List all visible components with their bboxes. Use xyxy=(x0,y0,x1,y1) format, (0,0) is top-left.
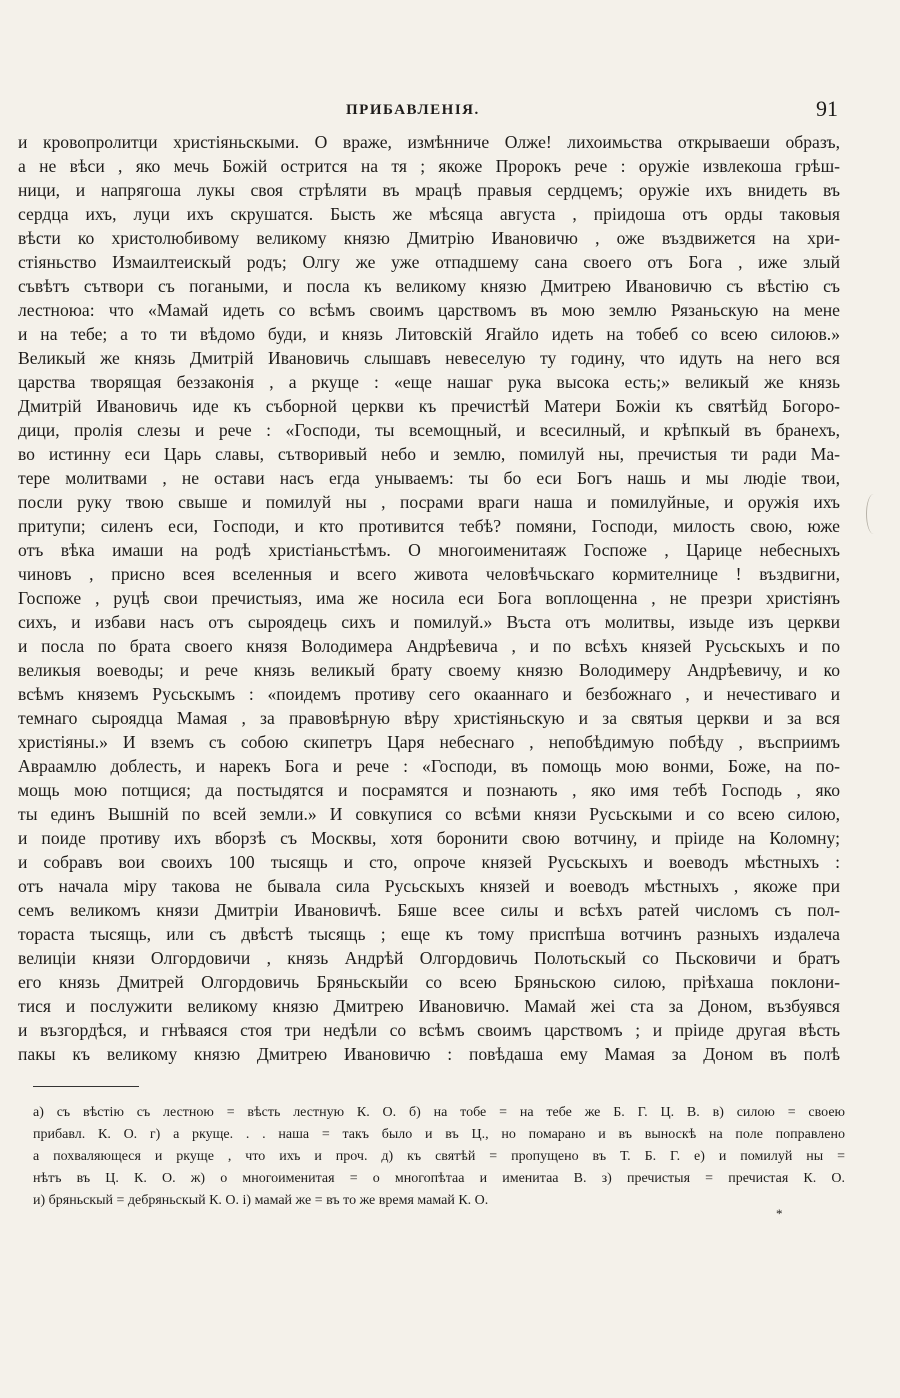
text-line: и на тебе; а то ти вѣдомо буди, и князь Литовскiй Ягайло идеть на тобеб со всею силоюв.» xyxy=(18,324,840,344)
text-line: тере молитвами , не остави насъ егда унываемъ: ты бо еси Богъ нашь и мы людiе твои, xyxy=(18,468,840,488)
text-line: всѣмъ княземъ Русьскымъ : «поидемъ противу сего окааннаго и безбожнаго , и нечестиваго и xyxy=(18,684,840,704)
footnote-line: а) съ вѣстiю съ лестною = вѣсть лестную К. О. б) на тобе = на тебе же Б. Г. Ц. В. в) силою = своею xyxy=(33,1105,845,1120)
footnote-line: а похваляющеся и ркуще , что ихъ и проч. д) къ святѣй = пропущено въ Т. Б. Г. е) и помилуй ны = xyxy=(33,1149,845,1164)
text-line: и кровопролитци христiяньскыми. О враже, измѣнниче Олже! лихоимьства открываеши образъ, xyxy=(18,132,840,152)
margin-bracket-mark xyxy=(866,494,881,534)
footnote-line: прибавл. К. О. г) а ркуще. . . наша = такъ было и въ Ц., но помарано и въ выноскѣ на поле поправлено xyxy=(33,1127,845,1142)
text-line: а не вѣси , яко мечь Божiй острится на тя ; якоже Пророкъ рече : оружiе извлекоша грѣш- xyxy=(18,156,840,176)
footnote-separator xyxy=(33,1086,139,1087)
page-header xyxy=(0,98,900,128)
text-line: чиновъ , присно всея вселенныя и всего живота человѣчьскаго кормителнице ! въздвигни, xyxy=(18,564,840,584)
text-line: царства творящая беззаконiя , а ркуще : «еще нашаг рука высока есть;» великый же князь xyxy=(18,372,840,392)
text-line: семъ великомъ князи Дмитрiи Ивановичѣ. Бяше всее силы и всѣхъ ратей числомъ съ пол- xyxy=(18,900,840,920)
text-line: дици, пролiя слезы и рече : «Господи, ты всемощный, и всесилный, и крѣпкый въ бранехъ, xyxy=(18,420,840,440)
text-line: во истинну еси Царь славы, сътворивый небо и землю, помилуй ны, пречистыя ти ради Ма- xyxy=(18,444,840,464)
page-number: 91 xyxy=(816,96,838,121)
text-line: сихъ, и избави насъ отъ сыроядець сихъ и помилуй.» Въста отъ молитвы, изыде изъ церкви xyxy=(18,612,840,632)
text-line: пакы къ великому князю Дмитрею Ивановичю : повѣдаша ему Мамая за Доном въ полѣ xyxy=(18,1044,840,1064)
text-line: и възгордѣся, и гнѣваяся стоя три недѣли со всѣмъ своимъ царствомъ ; и прiиде другая вѣсть xyxy=(18,1020,840,1040)
footnote-line: и) бряньскый = дебряньскый К. О. і) мамай же = въ то же время мамай К. О. xyxy=(33,1193,489,1208)
text-line: великыя воеводы; и рече князь великый брату своему князю Володимеру Андрѣевичу, и ко xyxy=(18,660,840,680)
running-title: ПРИБАВЛЕНІЯ. xyxy=(346,102,480,118)
text-line: ници, и напрягоша лукы своя стрѣляти въ мрацѣ правыя сердцемъ; оружiе ихъ внидеть въ xyxy=(18,180,840,200)
text-line: Дмитрiй Ивановичь иде къ съборной церкви къ пречистѣй Матери Божiи къ святѣйд Богоро- xyxy=(18,396,840,416)
text-line: велицiи князи Олгордовичи , князь Андрѣй Олгордовичь Полотьскый со Пьсковичи и братъ xyxy=(18,948,840,968)
text-line: его князь Дмитрей Олгордовичь Бряньскыйи со всею Бряньскою силою, прiѣхаша поклони- xyxy=(18,972,840,992)
text-line: и посла по брата своего князя Володимера Андрѣевича , и по всѣхъ князей Русьскыхъ и по xyxy=(18,636,840,656)
text-line: Госпоже , руцѣ свои пречистыяз, има же носила еси Бога воплощенна , не презри христiянъ xyxy=(18,588,840,608)
text-line: христiяны.» И вземъ съ собою скипетръ Царя небеснаго , непобѣдимую побѣду , въсприимъ xyxy=(18,732,840,752)
text-line: тораста тысящь, или съ двѣстѣ тысящь ; еще къ тому приспѣша вотчинъ разныхъ издалеча xyxy=(18,924,840,944)
footnote-line: нѣтъ въ Ц. К. О. ж) о многоименитая = о многопѣтаа и именитаа В. з) пречистыя = пречистая К. О. xyxy=(33,1171,845,1186)
text-line: и поиде противу ихъ вборзѣ съ Москвы, хотя боронити свою вотчину, и прiиде на Коломну; xyxy=(18,828,840,848)
text-line: отъ вѣка имаши на родѣ христiаньстѣмъ. О многоименитаяж Госпоже , Царице небесныхъ xyxy=(18,540,840,560)
text-line: тися и послужити великому князю Дмитрею Ивановичю. Мамай жеі ста за Доном, възбуявся xyxy=(18,996,840,1016)
text-line: посли руку твою свыше и помилуй ны , посрами враги наша и помилуйные, и оружiя ихъ xyxy=(18,492,840,512)
text-line: лестнoюa: что «Мамай идеть со всѣмъ своимъ царствомъ въ мою землю Рязаньскую на мене xyxy=(18,300,840,320)
text-line: съвѣтъ сътвори съ погаными, и посла къ великому князю Дмитрею Ивановичю съ вѣстiю съ xyxy=(18,276,840,296)
text-line: стiяньство Измаилтеискый родъ; Олгу же уже отпадшему сана своего отъ Бога , иже злый xyxy=(18,252,840,272)
text-line: и собравъ вои своихъ 100 тысящь и сто, опроче князей Русьскыхъ и воеводъ мѣстныхъ : xyxy=(18,852,840,872)
text-line: ты единъ Вышнiй по всей земли.» И совкупися со всѣми князи Русьскыми и со всею силою, xyxy=(18,804,840,824)
text-line: притупи; силенъ еси, Господи, и кто противится тебѣ? помяни, Господи, милость свою, юже xyxy=(18,516,840,536)
text-line: темнаго сыроядца Мамая , за правовѣрную вѣру христiяньскую и за святыя церкви и за вся xyxy=(18,708,840,728)
text-line: отъ начала мiру такова не бывала сила Русьскыхъ князей и воеводъ мѣстныхъ , якоже при xyxy=(18,876,840,896)
end-mark: * xyxy=(776,1206,783,1221)
text-line: Авраамлю доблесть, и нарекъ Бога и рече : «Господи, въ помощь мою вонми, Боже, на по- xyxy=(18,756,840,776)
text-line: сердца ихъ, луци ихъ скрушатся. Бысть же мѣсяца августа , прiидоша отъ орды таковыя xyxy=(18,204,840,224)
text-line: мощь мою потщися; да постыдятся и посрамятся и познають , яко имя тебѣ Господь , яко xyxy=(18,780,840,800)
text-line: Великый же князь Дмитрiй Ивановичь слышавъ невеселую ту годину, что идуть на него вся xyxy=(18,348,840,368)
text-line: вѣсти ко христолюбивому великому князю Дмитрiю Ивановичю , оже въздвижется на хри- xyxy=(18,228,840,248)
